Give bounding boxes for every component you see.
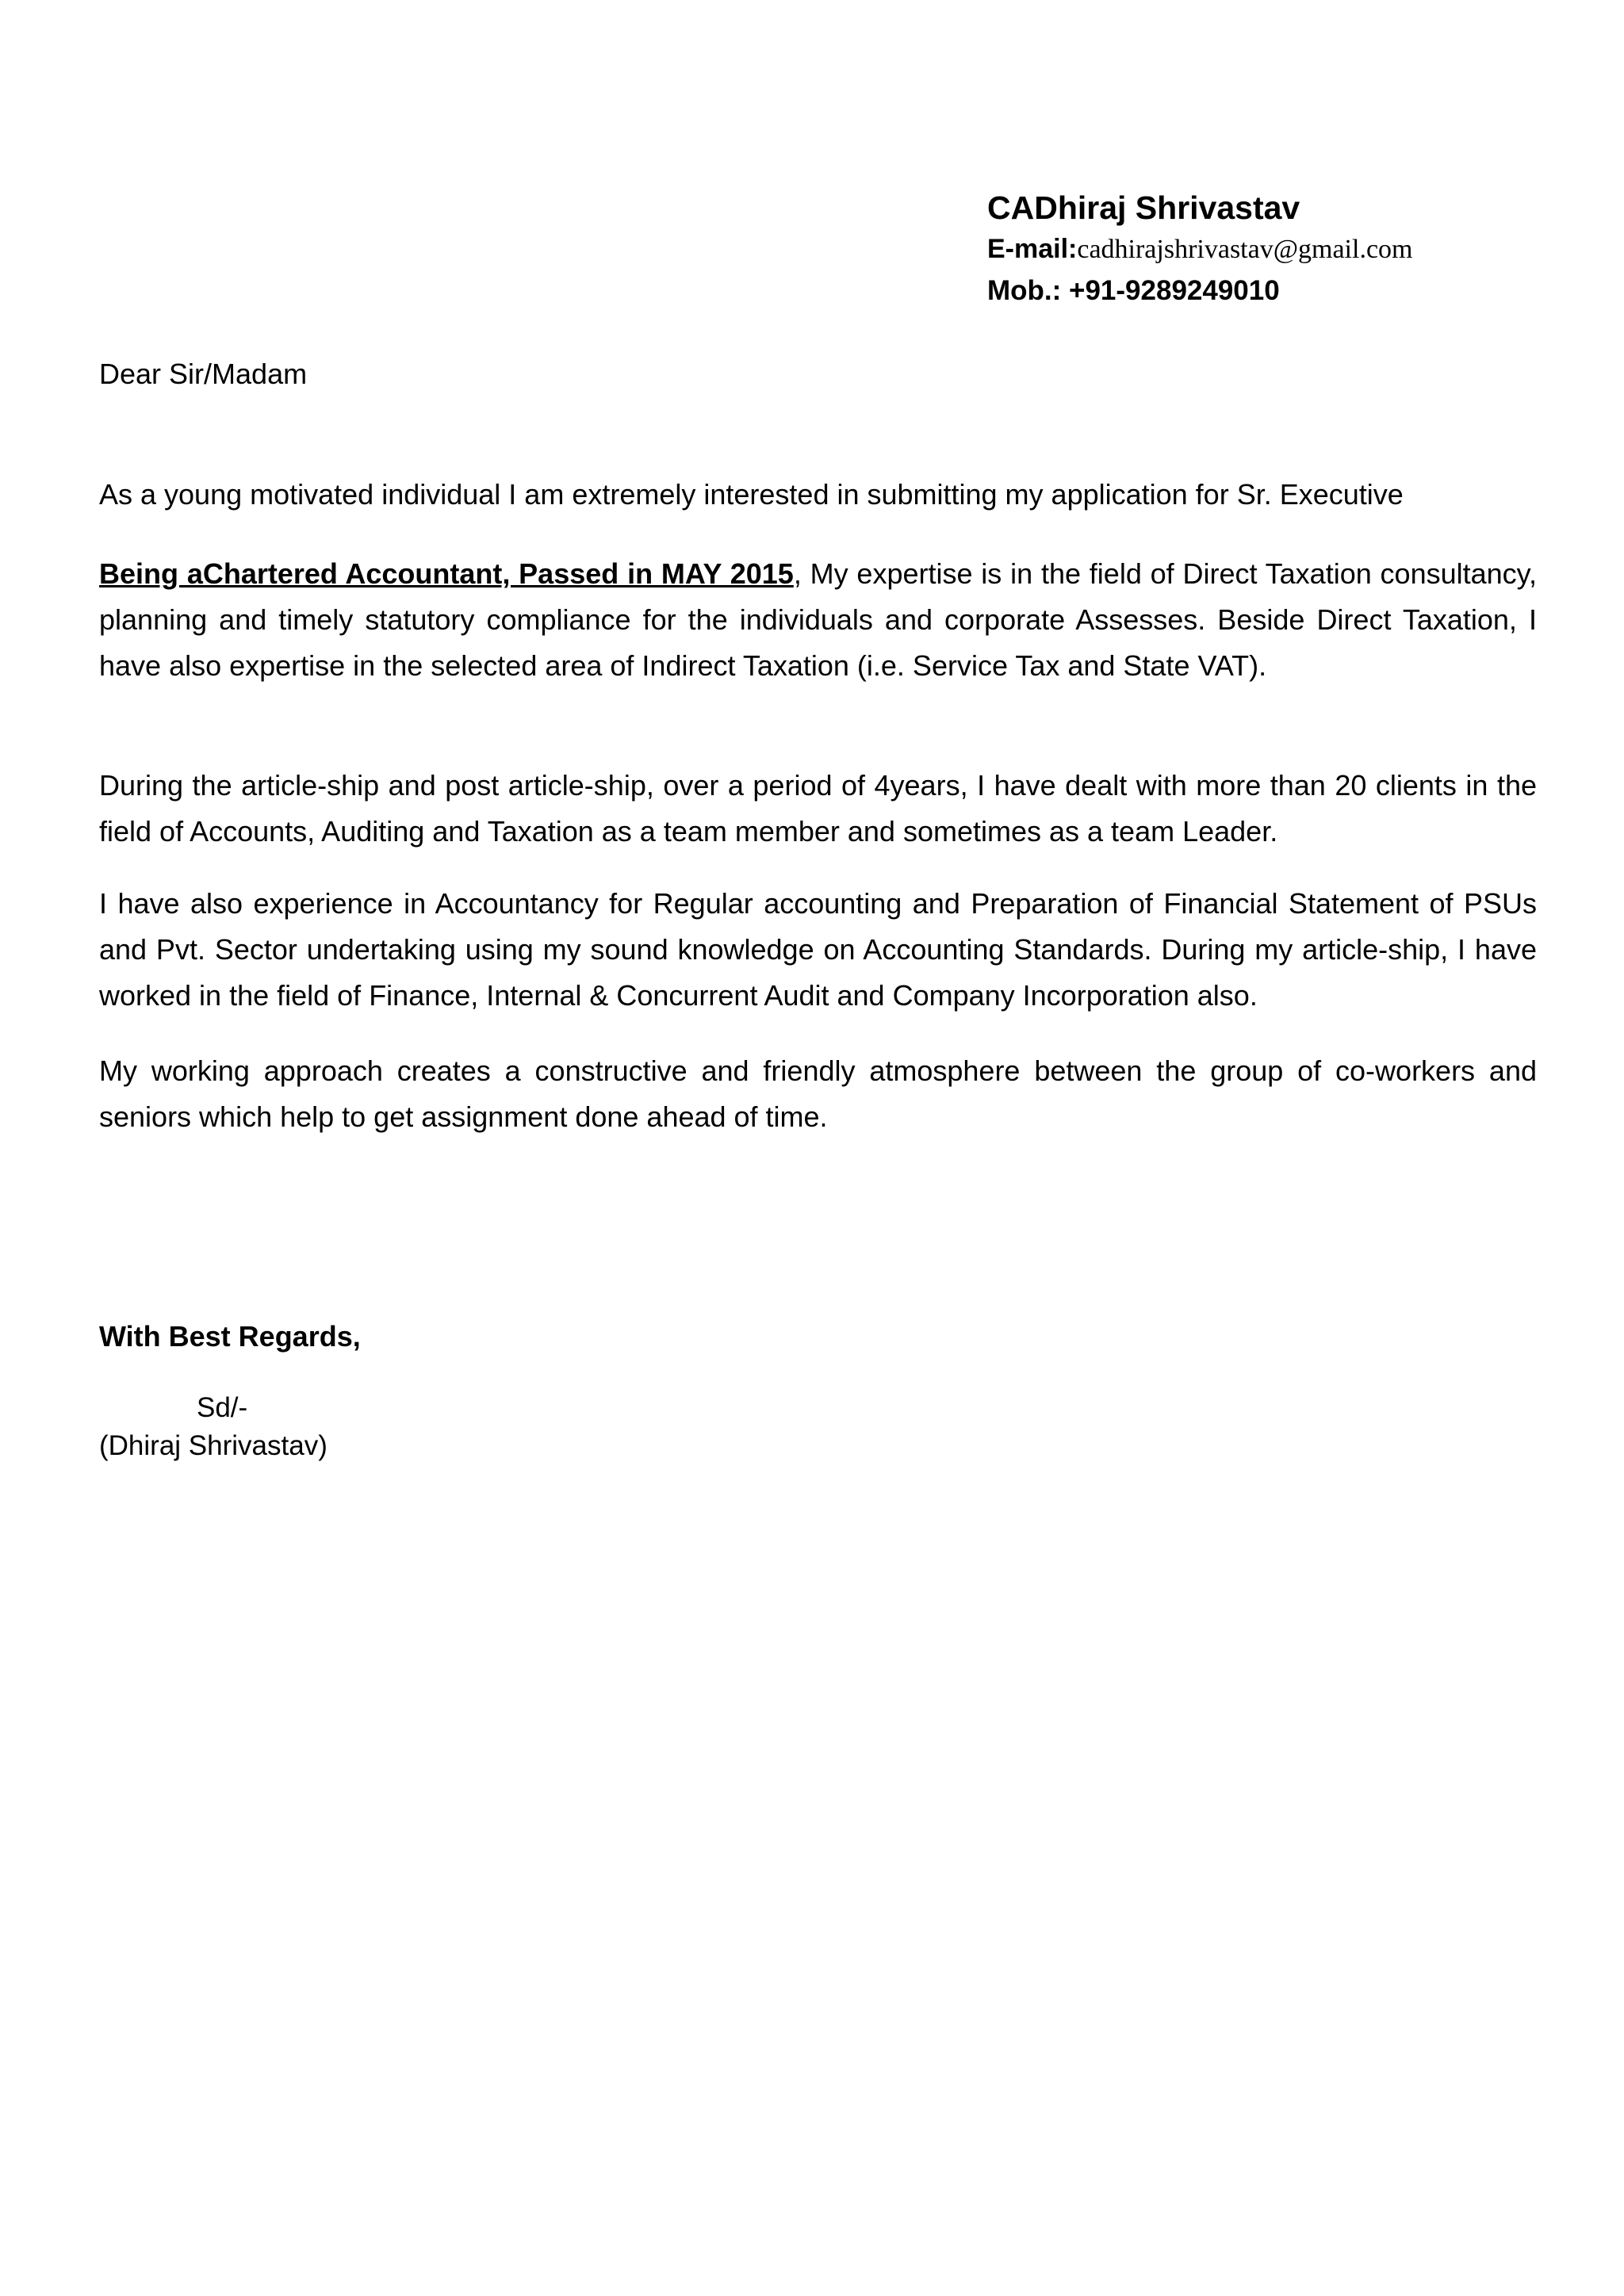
signature-mark: Sd/- xyxy=(197,1392,248,1423)
sender-name: CADhiraj Shrivastav xyxy=(987,189,1300,226)
signer-name: (Dhiraj Shrivastav) xyxy=(99,1430,327,1461)
qualification-text: , My expertise is in the field of Direct Taxation consultancy, planning and timely statutory compliance for the individuals and corporate Assesses. Beside Direct Taxation, I have also expertise in the selected area of Indirect Taxation (i.e. Service Tax and State VAT). xyxy=(99,557,1537,682)
intro-paragraph: As a young motivated individual I am extremely interested in submitting my application for Sr. Executive xyxy=(99,478,1404,511)
email-label: E-mail: xyxy=(987,234,1078,264)
qualification-highlight: Being aChartered Accountant, Passed in MAY 2015 xyxy=(99,557,794,590)
sender-email xyxy=(987,228,1590,270)
paragraph-experience: During the article-ship and post article-ship, over a period of 4years, I have dealt with more than 20 clients in the field of Accounts, Auditing and Taxation as a team member and sometimes as a team Leader. xyxy=(99,769,1537,848)
email-value: cadhirajshrivastav@gmail.com xyxy=(1077,235,1413,264)
paragraph-qualification xyxy=(99,551,1537,689)
paragraph-accountancy: I have also experience in Accountancy for Regular accounting and Preparation of Financial Statement of PSUs and Pvt. Sector undertaking using my sound knowledge on Accounting Standards. During my article-ship, I have worked in the field of Finance, Internal & Concurrent Audit and Company Incorporation also. xyxy=(99,887,1537,1012)
salutation: Dear Sir/Madam xyxy=(99,358,308,390)
sender-header xyxy=(987,187,1590,312)
sender-mobile: Mob.: +91-9289249010 xyxy=(987,275,1280,306)
closing-regards: With Best Regards, xyxy=(99,1320,361,1353)
paragraph-approach: My working approach creates a constructive and friendly atmosphere between the group of co-workers and seniors which help to get assignment done ahead of time. xyxy=(99,1054,1537,1133)
